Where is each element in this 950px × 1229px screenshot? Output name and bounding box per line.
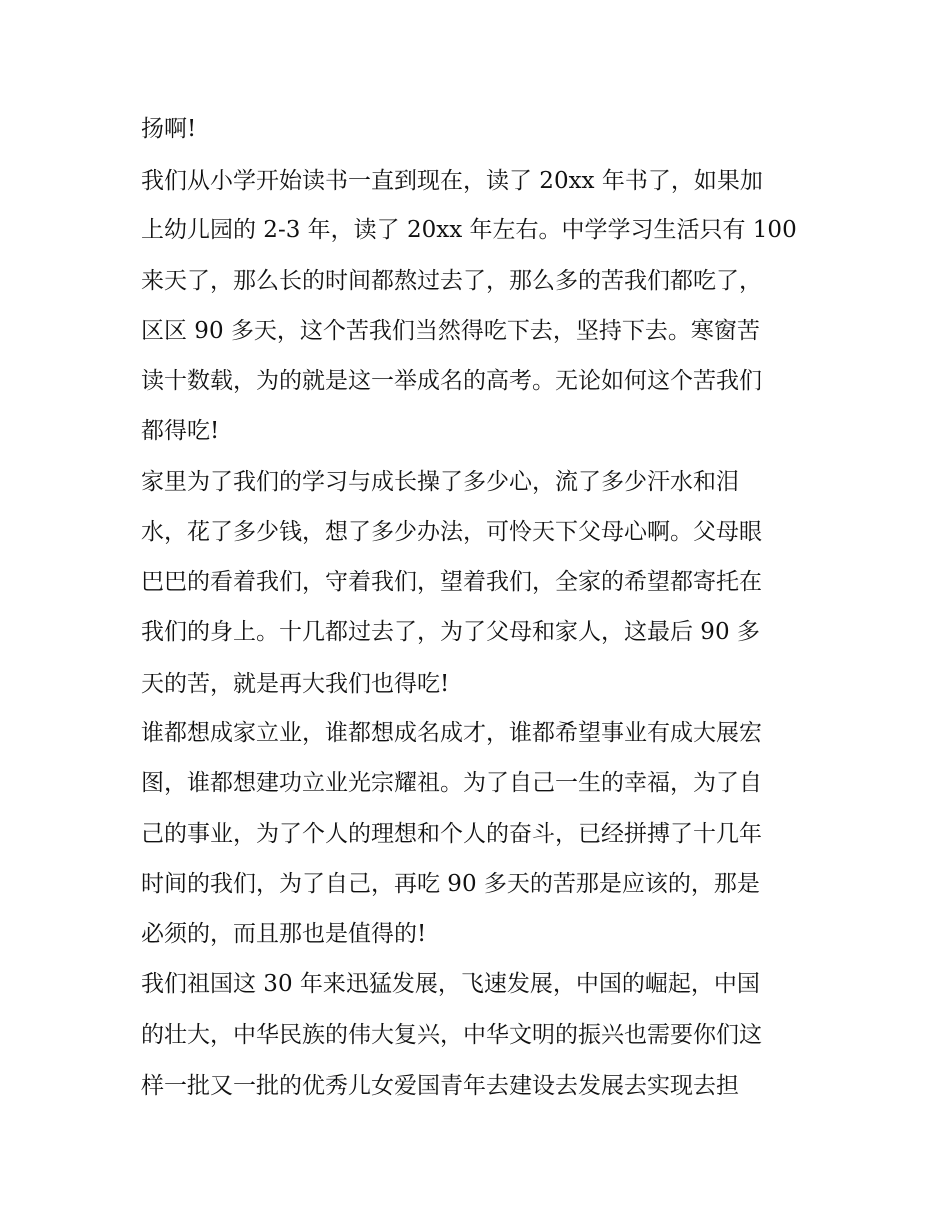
text-line: 样一批又一批的优秀儿女爱国青年去建设去发展去实现去担 — [141, 1073, 739, 1099]
text-line: 巴巴的看着我们，守着我们，望着我们，全家的希望都寄托在 — [141, 569, 762, 595]
text-line: 区区 90 多天，这个苦我们当然得吃下去，坚持下去。寒窗苦 — [141, 318, 760, 344]
text-line: 我们祖国这 30 年来迅猛发展，飞速发展，中国的崛起，中国 — [141, 971, 760, 997]
text-line: 我们的身上。十几都过去了，为了父母和家人，这最后 90 多 — [141, 619, 760, 645]
text-line: 天的苦，就是再大我们也得吃! — [141, 671, 450, 697]
text-line: 扬啊! — [141, 116, 197, 142]
text-line: 来天了，那么长的时间都熬过去了，那么多的苦我们都吃了， — [141, 268, 762, 294]
text-line: 我们从小学开始读书一直到现在，读了 20xx 年书了，如果加 — [141, 168, 763, 194]
text-line: 时间的我们，为了自己，再吃 90 多天的苦那是应该的，那是 — [141, 871, 760, 897]
text-line: 必须的，而且那也是值得的! — [141, 921, 427, 947]
text-line: 水，花了多少钱，想了多少办法，可怜天下父母心啊。父母眼 — [141, 519, 762, 545]
text-line: 都得吃! — [141, 418, 220, 444]
text-line: 上幼儿园的 2-3 年，读了 20xx 年左右。中学学习生活只有 100 — [141, 217, 797, 243]
text-line: 谁都想成家立业，谁都想成名成才，谁都希望事业有成大展宏 — [141, 720, 762, 746]
text-line: 图，谁都想建功立业光宗耀祖。为了自己一生的幸福，为了自 — [141, 770, 762, 796]
text-line: 的壮大，中华民族的伟大复兴，中华文明的振兴也需要你们这 — [141, 1022, 762, 1048]
text-line: 读十数载，为的就是这一举成名的高考。无论如何这个苦我们 — [141, 368, 762, 394]
text-line: 己的事业，为了个人的理想和个人的奋斗，已经拼搏了十几年 — [141, 821, 762, 847]
text-line: 家里为了我们的学习与成长操了多少心，流了多少汗水和泪 — [141, 469, 739, 495]
